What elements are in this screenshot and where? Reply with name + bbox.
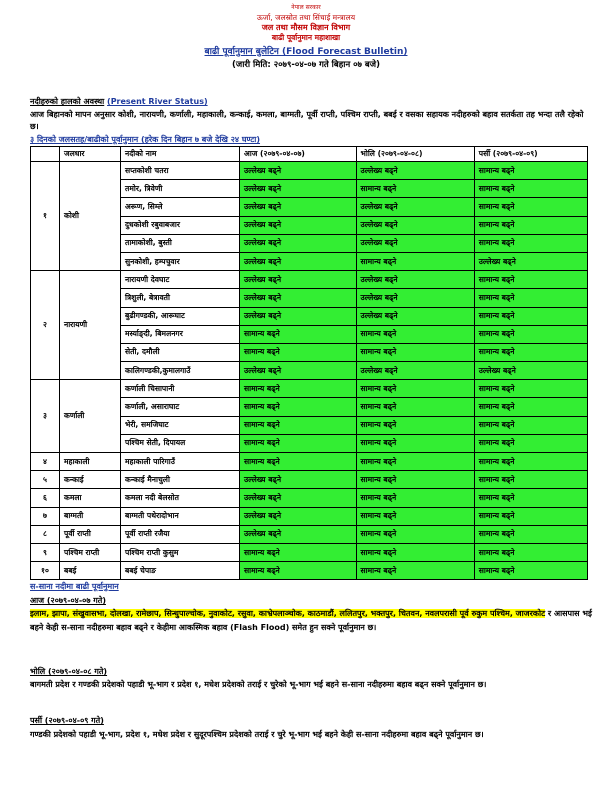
river-station: कर्णाली चिसापानी	[121, 380, 240, 398]
col-day1: आज (२०७९-०४-०७)	[240, 147, 357, 162]
table-row	[31, 271, 588, 289]
forecast-cell-d2: उल्लेख्य बढ्ने	[356, 362, 474, 380]
forecast-cell-d2: सामान्य बढ्ने	[356, 562, 474, 580]
river-station: त्रिशुली, बेत्रावती	[121, 289, 240, 307]
forecast-table-header	[31, 147, 588, 162]
forecast-table-body	[31, 162, 588, 580]
forecast-table	[30, 146, 588, 580]
forecast-cell-d2: सामान्य बढ्ने	[356, 416, 474, 434]
river-station: सप्तकोशी चतरा	[121, 162, 240, 180]
forecast-cell-d3: सामान्य बढ्ने	[474, 434, 587, 452]
forecast-cell-d3: सामान्य बढ्ने	[474, 307, 587, 325]
forecast-cell-d3: सामान्य बढ्ने	[474, 289, 587, 307]
forecast-cell-d1: सामान्य बढ्ने	[240, 325, 357, 343]
basin-name: कर्णाली	[60, 380, 121, 453]
forecast-cell-d1: उल्लेख्य बढ्ने	[240, 162, 357, 180]
forecast-heading: ३ दिनको जलसतह/बाढीको पूर्वानुमान (हरेक दिन बिहान ७ बजे देखि २४ घण्टा)	[30, 135, 261, 144]
present-status-heading-np: नदीहरुको हालको अवस्था	[30, 97, 105, 106]
forecast-cell-d2: उल्लेख्य बढ्ने	[356, 198, 474, 216]
river-station: तामाकोशी, बुस्ती	[121, 234, 240, 252]
forecast-cell-d3: सामान्य बढ्ने	[474, 525, 587, 543]
forecast-cell-d2: उल्लेख्य बढ्ने	[356, 162, 474, 180]
river-station: कमला नदी बेलसोत	[121, 489, 240, 507]
river-station: महाकाली पारिगाउँ	[121, 453, 240, 471]
table-row	[31, 543, 588, 561]
basin-name: पश्चिम राप्ती	[60, 543, 121, 561]
forecast-cell-d3: सामान्य बढ्ने	[474, 198, 587, 216]
basin-name: कन्काई	[60, 471, 121, 489]
forecast-cell-d2: सामान्य बढ्ने	[356, 398, 474, 416]
day1-text: र आसपास भई बहने केही स-साना नदीहरुमा बहाव बढ्ने र केहीमा आकस्मिक बहाव (Flash Flood) समेत हुन सक्ने पूर्वानुमान छ।	[30, 609, 592, 632]
river-station: बबई चेपाङ	[121, 562, 240, 580]
table-row	[31, 489, 588, 507]
forecast-cell-d3: सामान्य बढ्ने	[474, 380, 587, 398]
river-station: बाग्मती पथेरादोभान	[121, 507, 240, 525]
forecast-cell-d3: सामान्य बढ्ने	[474, 162, 587, 180]
basin-number: ८	[31, 525, 60, 543]
col-day3: पर्सी (२०७९-०४-०९)	[474, 147, 587, 162]
present-status-heading-en: (Present River Status)	[107, 97, 208, 106]
bulletin-title: बाढी पूर्वानुमान बुलेटिन (Flood Forecast Bulletin)	[204, 47, 408, 57]
river-station: तमोर, त्रिवेणी	[121, 180, 240, 198]
issued-date: (जारी मिति: २०७९-०४-०७ गते बिहान ०७ बजे)	[232, 60, 380, 70]
forecast-cell-d1: सामान्य बढ्ने	[240, 380, 357, 398]
forecast-cell-d3: सामान्य बढ्ने	[474, 343, 587, 361]
river-station: नारायणी देवघाट	[121, 271, 240, 289]
river-station: कन्काई मैनाचुली	[121, 471, 240, 489]
forecast-cell-d3: सामान्य बढ्ने	[474, 234, 587, 252]
forecast-cell-d1: उल्लेख्य बढ्ने	[240, 362, 357, 380]
forecast-cell-d1: सामान्य बढ्ने	[240, 434, 357, 452]
day1-forecast	[30, 607, 596, 635]
river-station: सुनकोशी, हम्पचुवार	[121, 252, 240, 270]
forecast-cell-d2: सामान्य बढ्ने	[356, 380, 474, 398]
department-name: जल तथा मौसम विज्ञान विभाग	[261, 23, 351, 32]
forecast-cell-d1: उल्लेख्य बढ्ने	[240, 489, 357, 507]
forecast-cell-d3: सामान्य बढ्ने	[474, 325, 587, 343]
day3-heading: पर्सी (२०७९-०४-०९ गते)	[30, 716, 104, 725]
forecast-cell-d2: उल्लेख्य बढ्ने	[356, 216, 474, 234]
present-status-text: आज बिहानको मापन अनुसार कोशी, नारायणी, कर्णाली, महाकाली, कन्काई, कमला, बाग्मती, पूर्वी राप्ती, पश्चिम राप्ती, बबई र वसका सहायक नदीहरुको बहाव सतर्कता तह भन्दा तलै रहेको छ।	[30, 110, 584, 131]
small-rivers-heading: स-साना नदीमा बाढी पूर्वानुमान	[30, 582, 119, 591]
basin-number: ६	[31, 489, 60, 507]
forecast-cell-d1: उल्लेख्य बढ्ने	[240, 198, 357, 216]
forecast-cell-d1: उल्लेख्य बढ्ने	[240, 307, 357, 325]
day3-forecast: गण्डकी प्रदेशको पहाडी भू-भाग, प्रदेश १, मधेश प्रदेश र सुदूरपश्चिम प्रदेशको तराई र चुरे भू-भाग भई बहने केही स-साना नदीहरुमा बहाव बढ्ने पूर्वानुमान छ।	[30, 730, 484, 739]
forecast-cell-d2: सामान्य बढ्ने	[356, 507, 474, 525]
forecast-cell-d1: सामान्य बढ्ने	[240, 453, 357, 471]
forecast-cell-d1: उल्लेख्य बढ्ने	[240, 234, 357, 252]
forecast-cell-d2: सामान्य बढ्ने	[356, 471, 474, 489]
forecast-cell-d1: सामान्य बढ्ने	[240, 562, 357, 580]
river-station: मर्स्याङ्दी, बिमलनगर	[121, 325, 240, 343]
forecast-cell-d3: सामान्य बढ्ने	[474, 416, 587, 434]
basin-number: ७	[31, 507, 60, 525]
day2-forecast: बागमती प्रदेश र गण्डकी प्रदेशको पहाडी भू-भाग र प्रदेश १, मधेश प्रदेशको तराई र चुरेको भू-भाग भई बहने स-साना नदीहरुमा बहाव बढ्न सक्ने पूर्वानुमान छ।	[30, 680, 487, 689]
forecast-cell-d1: उल्लेख्य बढ्ने	[240, 252, 357, 270]
table-row	[31, 380, 588, 398]
forecast-cell-d2: सामान्य बढ्ने	[356, 525, 474, 543]
forecast-cell-d1: सामान्य बढ्ने	[240, 343, 357, 361]
forecast-cell-d3: सामान्य बढ्ने	[474, 180, 587, 198]
forecast-cell-d2: सामान्य बढ्ने	[356, 434, 474, 452]
forecast-cell-d3: सामान्य बढ्ने	[474, 507, 587, 525]
basin-number: ४	[31, 453, 60, 471]
forecast-cell-d1: उल्लेख्य बढ्ने	[240, 271, 357, 289]
river-station: कर्णाली, असाराघाट	[121, 398, 240, 416]
basin-name: बबई	[60, 562, 121, 580]
forecast-cell-d3: सामान्य बढ्ने	[474, 453, 587, 471]
forecast-cell-d2: सामान्य बढ्ने	[356, 453, 474, 471]
forecast-cell-d1: सामान्य बढ्ने	[240, 416, 357, 434]
forecast-cell-d1: उल्लेख्य बढ्ने	[240, 216, 357, 234]
forecast-cell-d2: उल्लेख्य बढ्ने	[356, 289, 474, 307]
day1-districts-highlight: इलाम, झापा, संखुवासभा, दोलखा, रामेछाप, सिन्धुपाल्चोक, नुवाकोट, रसुवा, काभ्रेपलाञ्चोक, काठमाडौं, ललितपुर, भक्तपुर, चितवन, नवलपरासी पूर्व रुकुम पश्चिम, जाजरकोट	[30, 609, 546, 618]
river-station: पूर्वी राप्ती रजैया	[121, 525, 240, 543]
table-row	[31, 162, 588, 180]
forecast-cell-d2: उल्लेख्य बढ्ने	[356, 234, 474, 252]
basin-number: १	[31, 162, 60, 271]
table-row	[31, 507, 588, 525]
basin-number: ५	[31, 471, 60, 489]
basin-number: १०	[31, 562, 60, 580]
ministry-name: ऊर्जा, जलस्रोत तथा सिंचाई मन्त्रालय	[256, 13, 356, 22]
present-status-heading	[30, 96, 208, 107]
basin-number: ९	[31, 543, 60, 561]
river-station: दुधकोशी रबुवाबजार	[121, 216, 240, 234]
table-row	[31, 453, 588, 471]
forecast-cell-d2: सामान्य बढ्ने	[356, 252, 474, 270]
forecast-cell-d2: सामान्य बढ्ने	[356, 325, 474, 343]
bulletin-header	[0, 3, 612, 43]
forecast-cell-d3: सामान्य बढ्ने	[474, 216, 587, 234]
forecast-cell-d2: सामान्य बढ्ने	[356, 543, 474, 561]
river-station: भेरी, समजिघाट	[121, 416, 240, 434]
basin-name: नारायणी	[60, 271, 121, 380]
forecast-cell-d3: सामान्य बढ्ने	[474, 271, 587, 289]
river-station: पश्चिम सेती, दिपायल	[121, 434, 240, 452]
forecast-cell-d1: उल्लेख्य बढ्ने	[240, 471, 357, 489]
gov-name: नेपाल सरकार	[291, 4, 321, 11]
river-station: कालिगण्डकी,कुमालगाउँ	[121, 362, 240, 380]
day2-heading: भोलि (२०७९-०४-०८ गते)	[30, 667, 108, 676]
col-num	[31, 147, 60, 162]
forecast-cell-d1: उल्लेख्य बढ्ने	[240, 507, 357, 525]
forecast-cell-d2: उल्लेख्य बढ्ने	[356, 307, 474, 325]
forecast-cell-d2: सामान्य बढ्ने	[356, 343, 474, 361]
forecast-cell-d3: उल्लेख्य बढ्ने	[474, 362, 587, 380]
river-station: बुढीगण्डकी, आरूघाट	[121, 307, 240, 325]
col-day2: भोलि (२०७९-०४-०८)	[356, 147, 474, 162]
forecast-cell-d3: सामान्य बढ्ने	[474, 562, 587, 580]
division-name: बाढी पूर्वानुमान महाशाखा	[271, 33, 341, 42]
basin-name: कोशी	[60, 162, 121, 271]
forecast-cell-d1: उल्लेख्य बढ्ने	[240, 289, 357, 307]
forecast-cell-d1: सामान्य बढ्ने	[240, 543, 357, 561]
forecast-cell-d1: उल्लेख्य बढ्ने	[240, 180, 357, 198]
forecast-cell-d3: सामान्य बढ्ने	[474, 471, 587, 489]
col-basin: जलधार	[60, 147, 121, 162]
forecast-cell-d3: उल्लेख्य बढ्ने	[474, 252, 587, 270]
forecast-cell-d3: सामान्य बढ्ने	[474, 543, 587, 561]
basin-number: २	[31, 271, 60, 380]
basin-number: ३	[31, 380, 60, 453]
basin-name: बाग्मती	[60, 507, 121, 525]
day1-heading: आज (२०७९-०४-०७ गते)	[30, 596, 106, 605]
forecast-cell-d3: सामान्य बढ्ने	[474, 489, 587, 507]
river-station: अरूण, सिम्ले	[121, 198, 240, 216]
forecast-cell-d2: उल्लेख्य बढ्ने	[356, 271, 474, 289]
forecast-cell-d3: सामान्य बढ्ने	[474, 398, 587, 416]
river-station: सेती, दमौली	[121, 343, 240, 361]
forecast-cell-d2: सामान्य बढ्ने	[356, 489, 474, 507]
table-row	[31, 525, 588, 543]
basin-name: कमला	[60, 489, 121, 507]
forecast-cell-d1: सामान्य बढ्ने	[240, 398, 357, 416]
river-station: पश्चिम राप्ती कुसुम	[121, 543, 240, 561]
forecast-cell-d2: सामान्य बढ्ने	[356, 180, 474, 198]
basin-name: महाकाली	[60, 453, 121, 471]
table-row	[31, 471, 588, 489]
basin-name: पूर्वी राप्ती	[60, 525, 121, 543]
col-river: नदीको नाम	[121, 147, 240, 162]
table-row	[31, 562, 588, 580]
forecast-cell-d1: उल्लेख्य बढ्ने	[240, 525, 357, 543]
